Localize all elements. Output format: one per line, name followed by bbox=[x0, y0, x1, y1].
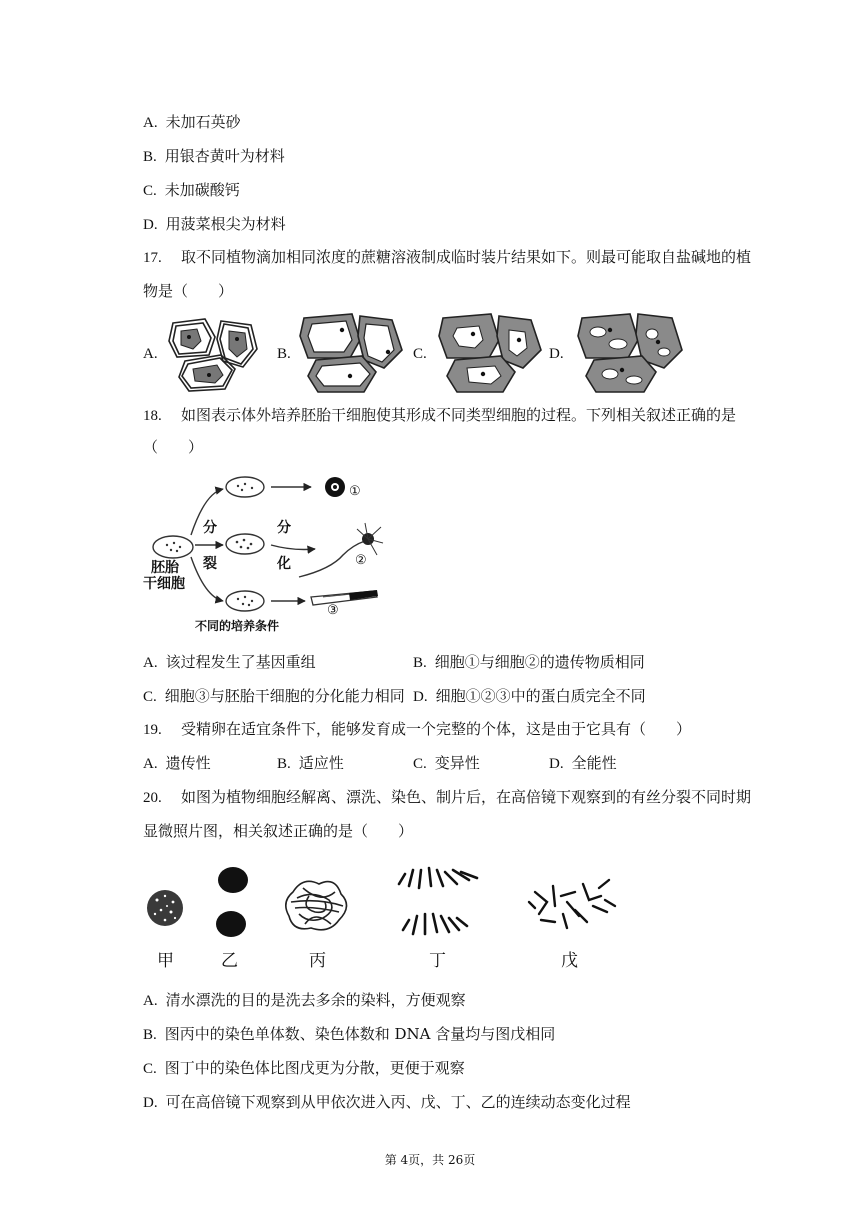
q17-stem-line2 bbox=[143, 281, 233, 301]
q20-option-d: D. 可在高倍镜下观察到从甲依次进入丙、戊、丁、乙的连续动态变化过程 bbox=[143, 1093, 631, 1111]
option-letter: B. bbox=[143, 149, 157, 165]
q20-option-b: B. 图丙中的染色单体数、染色体数和 DNA 含量均与图戊相同 bbox=[143, 1025, 556, 1043]
question-number: 20. bbox=[143, 790, 162, 806]
option-letter: D. bbox=[143, 217, 158, 233]
question-text: 如图表示体外培养胚胎干细胞使其形成不同类型细胞的过程。下列相关叙述正确的是 bbox=[181, 406, 737, 424]
q16-option-a bbox=[143, 112, 241, 133]
q16-option-d bbox=[143, 214, 286, 235]
mitosis-micrographs bbox=[143, 862, 633, 942]
question-text: 如图为植物细胞经解离、漂洗、染色、制片后，在高倍镜下观察到的有丝分裂不同时期 bbox=[181, 788, 752, 806]
q19-option-c: C. 变异性 bbox=[413, 754, 480, 772]
q18-option-a: A. 该过程发生了基因重组 bbox=[143, 653, 316, 671]
option-text: 未加碳酸钙 bbox=[164, 181, 240, 199]
q20-figure bbox=[143, 862, 633, 972]
marker-3: ③ bbox=[327, 603, 339, 618]
q17-figure-b bbox=[298, 312, 408, 394]
q19-option-b: B. 适应性 bbox=[277, 754, 344, 772]
question-text: 取不同植物滴加相同浓度的蔗糖溶液制成临时装片结果如下。则最可能取自盐碱地的植 bbox=[181, 248, 752, 266]
cell-jia bbox=[147, 890, 183, 926]
question-number: 17. bbox=[143, 250, 162, 266]
label-wu: 戊 bbox=[561, 951, 578, 971]
q17-option-a-label: A. bbox=[143, 346, 158, 362]
q20-option-a: A. 清水漂洗的目的是洗去多余的染料，方便观察 bbox=[143, 991, 466, 1009]
left-label-2: 干细胞 bbox=[143, 576, 185, 592]
q17-option-c-label: C. bbox=[413, 346, 427, 362]
divide-label-1: 分 bbox=[203, 520, 217, 536]
label-ding: 丁 bbox=[429, 951, 446, 971]
q18-stem-line2 bbox=[143, 437, 203, 457]
q17-stem-line1 bbox=[143, 247, 751, 268]
q18-stem-line1 bbox=[143, 405, 736, 426]
q19-option-d: D. 全能性 bbox=[549, 754, 617, 772]
option-letter: A. bbox=[143, 115, 158, 131]
page-footer: 第 4页，共 26页 bbox=[384, 1153, 476, 1167]
q16-option-c bbox=[143, 180, 240, 201]
question-number: 19. bbox=[143, 722, 162, 738]
divide-label-2: 裂 bbox=[203, 556, 217, 572]
q18-figure bbox=[143, 465, 393, 635]
q17-option-d-label: D. bbox=[549, 346, 564, 362]
bottom-label: 不同的培养条件 bbox=[195, 619, 280, 633]
option-text: 用菠菜根尖为材料 bbox=[165, 215, 286, 233]
label-bing: 丙 bbox=[309, 951, 326, 971]
q17-option-b-label: B. bbox=[277, 346, 291, 362]
option-text: 用银杏黄叶为材料 bbox=[164, 147, 285, 165]
diff-label-1: 分 bbox=[277, 520, 291, 536]
label-yi: 乙 bbox=[221, 951, 238, 971]
marker-1: ① bbox=[349, 484, 361, 499]
q20-stem-line2 bbox=[143, 821, 413, 841]
question-text: （ ） bbox=[143, 438, 204, 456]
question-text: 显微照片图，相关叙述正确的是（ ） bbox=[143, 822, 414, 840]
question-text: 受精卵在适宜条件下，能够发育成一个完整的个体，这是由于它具有（ ） bbox=[181, 720, 692, 738]
q18-option-d: D. 细胞①②③中的蛋白质完全不同 bbox=[413, 687, 646, 705]
q18-option-b: B. 细胞①与细胞②的遗传物质相同 bbox=[413, 653, 645, 671]
marker-2: ② bbox=[355, 553, 367, 568]
option-letter: C. bbox=[143, 183, 157, 199]
left-label-1: 胚胎 bbox=[151, 560, 179, 576]
diff-label-2: 化 bbox=[277, 556, 291, 572]
q17-figure-d bbox=[576, 310, 688, 396]
q20-option-c: C. 图丁中的染色体比图戊更为分散，更便于观察 bbox=[143, 1059, 465, 1077]
q17-figure-c bbox=[437, 312, 547, 394]
q19-option-a: A. 遗传性 bbox=[143, 754, 211, 772]
q17-figure-a bbox=[165, 315, 265, 393]
question-number: 18. bbox=[143, 408, 162, 424]
question-text: 物是（ ） bbox=[143, 282, 234, 300]
q18-option-c: C. 细胞③与胚胎干细胞的分化能力相同 bbox=[143, 687, 405, 705]
q16-option-b bbox=[143, 146, 285, 167]
option-text: 未加石英砂 bbox=[165, 113, 241, 131]
q19-stem bbox=[143, 719, 691, 740]
q20-stem-line1 bbox=[143, 787, 751, 808]
label-jia: 甲 bbox=[157, 951, 174, 971]
